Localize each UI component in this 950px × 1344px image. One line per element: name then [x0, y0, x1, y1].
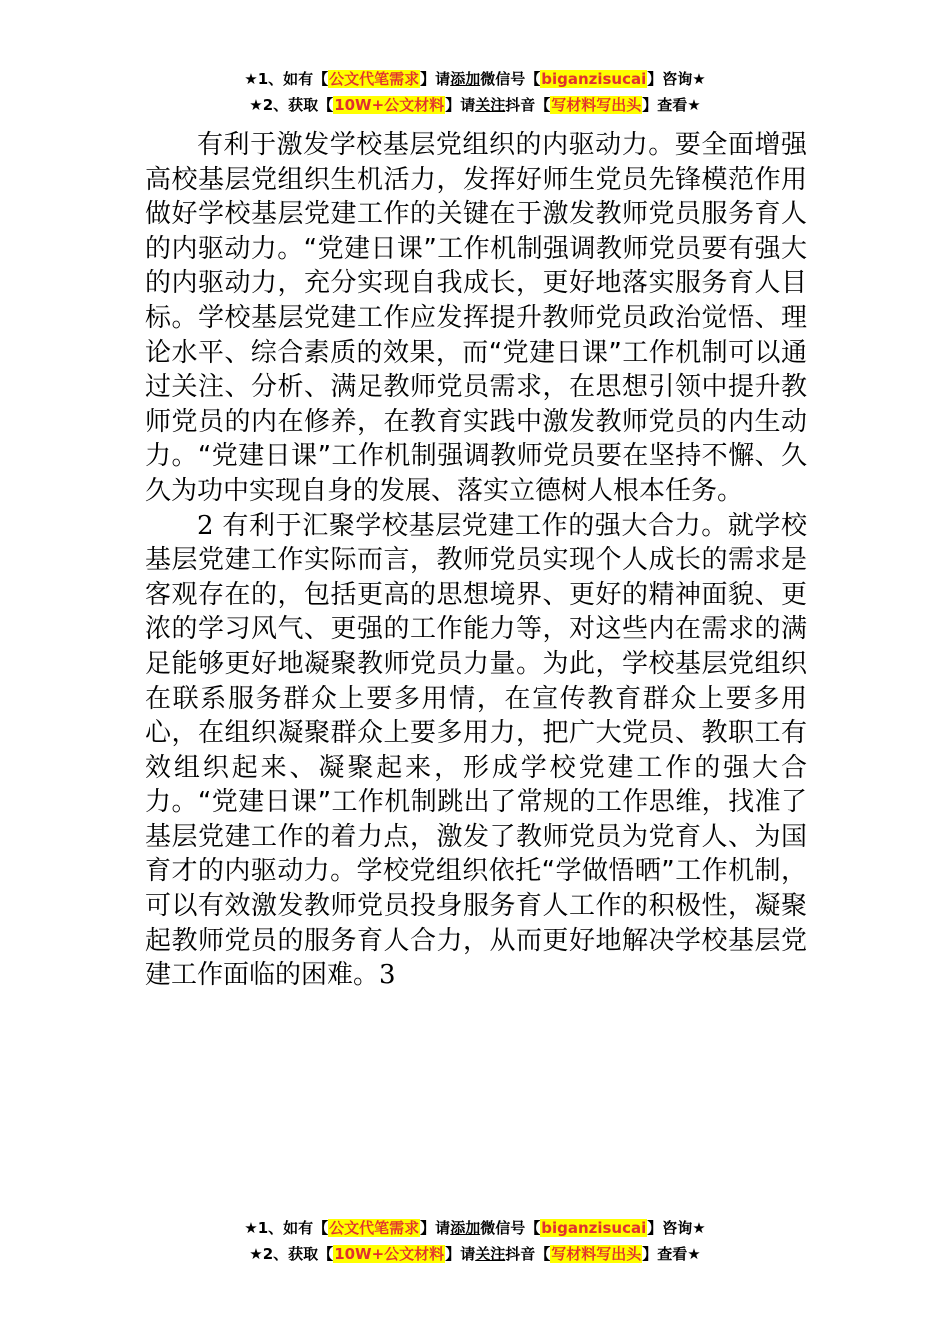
paragraph-1: 有利于激发学校基层党组织的内驱动力。要全面增强高校基层党组织生机活力，发挥好师生党员先锋模范作用做好学校基层党建工作的关键在于激发教师党员服务育人的内驱动力。“党建日课”工作机制强调教师党员要有强大的内驱动力，充分实现自我成长，更好地落实服务育人目标。学校基层党建工作应发挥提升教师党员政治觉悟、理论水平、综合素质的效果，而“党建日课”工作机制可以通过关注、分析、满足教师党员需求，在思想引领中提升教师党员的内在修养，在教育实践中激发教师党员的内生动力。“党建日课”工作机制强调教师党员要在坚持不懈、久久为功中实现自身的发展、落实立德树人根本任务。	[145, 130, 807, 506]
highlight-douyin: 写材料写出头	[551, 1245, 642, 1263]
header-line-2: ★2、获取【10W+公文材料】请关注抖音【写材料写出头】查看★	[249, 96, 701, 114]
document-body	[145, 128, 807, 993]
trailing-number: 3	[379, 960, 396, 991]
highlight-wechat-id: biganzisucai	[541, 1219, 647, 1237]
footer-line-2: ★2、获取【10W+公文材料】请关注抖音【写材料写出头】查看★	[249, 1245, 701, 1263]
highlight-materials: 10W+公文材料	[334, 96, 445, 114]
paragraph-2: 2 有利于汇聚学校基层党建工作的强大合力。就学校基层党建工作实际而言，教师党员实现个人成长的需求是客观存在的，包括更高的思想境界、更好的精神面貌、更浓的学习风气、更强的工作能力等，对这些内在需求的满足能够更好地凝聚教师党员力量。为此，学校基层党组织在联系服务群众上要多用情，在宣传教育群众上要多用心，在组织凝聚群众上要多用力，把广大党员、教职工有效组织起来、凝聚起来，形成学校党建工作的强大合力。“党建日课”工作机制跳出了常规的工作思维，找准了基层党建工作的着力点，激发了教师党员为党育人、为国育才的内驱动力。学校党组织依托“学做悟晒”工作机制，可以有效激发教师党员投身服务育人工作的积极性，凝聚起教师党员的服务育人合力，从而更好地解决学校基层党建工作面临的困难。3	[145, 510, 807, 991]
footer-banner	[0, 1215, 950, 1267]
highlight-materials: 10W+公文材料	[334, 1245, 445, 1263]
footer-line-1: ★1、如有【公文代笔需求】请添加微信号【biganzisucai】咨询★	[244, 1219, 706, 1237]
highlight-ghostwriting: 公文代笔需求	[329, 1219, 420, 1237]
highlight-douyin: 写材料写出头	[551, 96, 642, 114]
header-banner	[0, 66, 950, 118]
highlight-wechat-id: biganzisucai	[541, 70, 647, 88]
paragraph-number: 2	[197, 510, 214, 541]
highlight-ghostwriting: 公文代笔需求	[329, 70, 420, 88]
header-line-1: ★1、如有【公文代笔需求】请添加微信号【biganzisucai】咨询★	[244, 70, 706, 88]
